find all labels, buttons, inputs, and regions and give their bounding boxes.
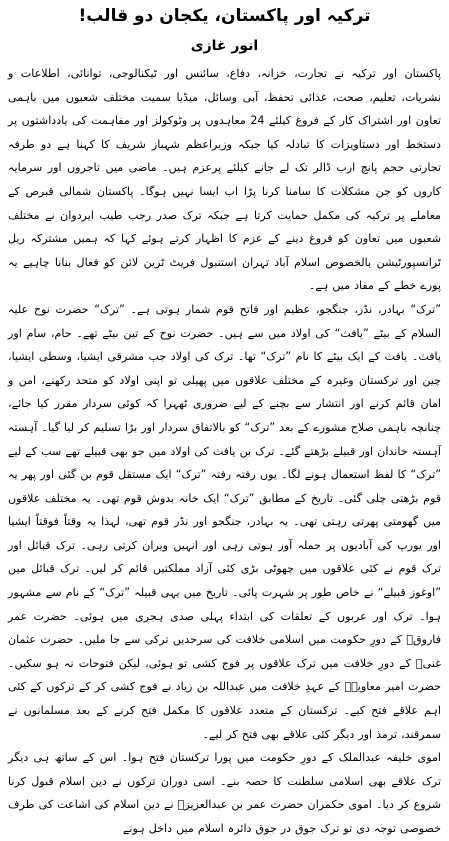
article-headline: ترکیہ اور پاکستان، یکجان دو قالب! <box>78 6 371 26</box>
article-paragraph: ”ترک“ بہادر، نڈر، جنگجو، عظیم اور فاتح قوم شمار ہوتی ہے۔ ”ترک“ حضرت نوح علیہ السلام کے بیٹے ”یافث“ کی اولاد میں سے ہیں۔ حضرت نوح کے تین بیٹے تھے۔ حام، سام اور یافث۔ یافث کے ایک بیٹے کا نام ”ترک“ تھا۔ ترک کی اولاد جب مشرقی ایشیا، وسطی ایشیا، چین اور ترکستان وغیرہ کے مختلف علاقوں میں پھیلی تو اپنی اولاد کو متحد رکھنے، امن و امان قائم کرنے اور انتشار سے بچنے کے لیے ضروری ٹھہرا کہ کوئی سردار مقرر کیا جائے، چنانچہ باہمی صلاح مشورے کے بعد ”ترک“ کو بالاتفاق سردار اور بڑا تسلیم کر لیا گیا۔ آہستہ آہستہ خاندان اور قبیلے بڑھتے گئے۔ ترک بن یافث کی اولاد میں جو بھی قبیلے تھے سب کے لیے ”ترک“ کا لفظ استعمال ہونے لگا۔ یوں رفتہ رفتہ ”ترک“ ایک مستقل قوم بن گئی اور پھر یہ قوم بڑھتی چلی گئی۔ تاریخ کے مطابق ”ترک“ ایک خانہ بدوش قوم تھی۔ یہ مختلف علاقوں میں گھومتی پھرتی رہتی تھی۔ یہ بہادر، جنگجو اور نڈر قوم تھی، لہذا یہ وقتاً فوقتاً ایشیا اور یورپ کی آبادیوں پر حملہ آور ہوتی رہی اور انہیں ویران کرتی رہی۔ ترک قبائل اور ترک قوم نے کئی علاقوں میں چھوٹی بڑی کئی آزاد مملکتیں قائم کر لیں۔ ترک قبائل میں ”اوغوز قبیلے“ نے خاص طور پر شہرت پائی۔ تاریخ میں یہی قبیلہ ”ترک“ کے نام سے مشہور ہوا۔ ترک اور عربوں کے تعلقات کی ابتداء پہلی صدی ہجری میں ہوئی۔ حضرت عمر فاروقؓ کے دورِ حکومت میں اسلامی خلافت کی سرحدیں ترکی سے جا ملیں۔ حضرت عثمان غنیؓ کے دورِ خلافت میں ترک علاقوں پر فوج کشی تو ہوئی، لیکن فتوحات نہ ہو سکیں۔ حضرت امیر معاویہؓ کے عہدِ خلافت میں عبداللہ بن زیاد نے فوج کشی کر کے ترکوں کے کئی اہم علاقے فتح کیے۔ ترکستان کے متعدد علاقوں کا مکمل فتح کرنے کے بعد مسلمانوں نے سمرقند، ترمذ اور دیگر کئی علاقے بھی فتح کر لیے۔ <box>8 302 441 741</box>
article-paragraph: اموی خلیفہ عبدالملک کے دورِ حکومت میں پورا ترکستان فتح ہوا۔ اس کے ساتھ ہی دیگر ترک علاقے بھی اسلامی سلطنت کا حصہ بنے۔ اسی دوران ترکوں نے دین اسلام قبول کرنا شروع کر دیا۔ اموی حکمران حضرت عمر بن عبدالعزیزؒ نے دین اسلام کی اشاعت کی طرف خصوصی توجہ دی تو ترک جوق در جوق دائرہ اسلام میں داخل ہونے <box>8 751 441 835</box>
article-paragraph: پاکستان اور ترکیہ نے تجارت، خزانہ، دفاع، سائنس اور ٹیکنالوجی، توانائی، اطلاعات و نشریات، تعلیم، صحت، غذائی تحفظ، آبی وسائل، میڈیا سمیت مختلف شعبوں میں باہمی تعاون اور اشتراک کار کے فروغ کیلئے 24 معاہدوں پر وٹوکولز اور مفاہمت کی یادداشتوں پر دستخط اور دستاویزات کا تبادلہ کیا جبکہ وزیراعظم شہباز شریف کا کہنا ہے دو طرفہ تجارتی حجم پانچ ارب ڈالر تک لے جانے کیلئے پرعزم ہیں۔ ماضی میں تاجروں اور سرمایہ کاروں کو جن مشکلات کا سامنا کرنا پڑا اب ایسا نہیں ہوگا۔ پاکستان شمالی قبرص کے معاملے پر ترکیہ کی مکمل حمایت کرتا ہے جبکہ ترک صدر رجب طیب ایردوان نے مختلف شعبوں میں تعاون کو فروغ دینے کے عزم کا اظہار کرتے ہوئے کہا کہ ہمیں مشترکہ ریل ٹرانسپورٹیشن بالخصوص اسلام آباد تہران استنبول فریٹ ٹرین لائن کو فعال بنانا چاہیے یہ پورے خطے کے مفاد میں ہے۔ <box>8 67 442 293</box>
author-name: انور غازی <box>190 38 259 54</box>
